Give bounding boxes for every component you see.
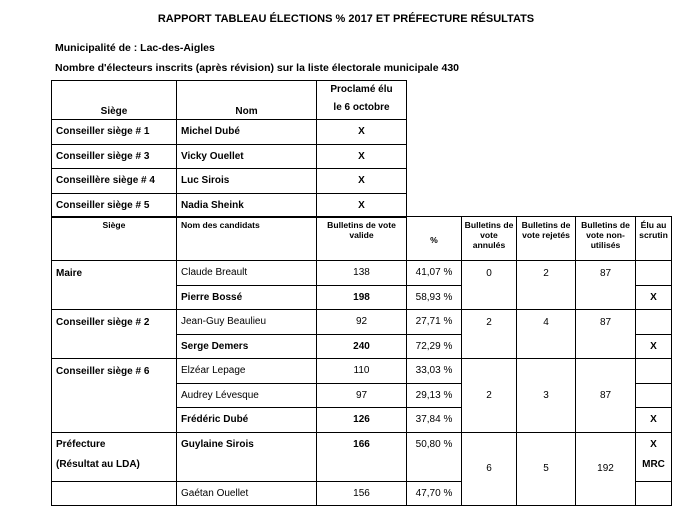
cell-votes: 156 [317,481,407,506]
cell-votes: 92 [317,310,407,335]
cell-votes: 97 [317,383,407,408]
cell-siege: Conseiller siège # 5 [52,193,177,218]
header-proclame-1: Proclamé élu [330,84,393,95]
header-pct: % [407,217,462,261]
results-table [51,216,672,506]
cell-nom: Michel Dubé [177,120,317,145]
cell-siege: Conseillère siège # 4 [52,169,177,194]
cell-votes: 166 [317,432,407,481]
cell-pct: 72,29 % [407,334,462,359]
header-non-utilises: Bulletins de vote non-utilisés [576,217,636,261]
cell-siege: Conseiller siège # 6 [52,359,177,384]
cell-annules: 2 [462,310,517,335]
cell-siege-empty [52,334,177,359]
prefecture-note: (Résultat au LDA) [56,458,140,470]
cell-candidat: Elzéar Lepage [177,359,317,384]
cell-empty [462,334,517,359]
cell-votes: 198 [317,285,407,310]
cell-siege-empty [52,481,177,506]
cell-elu: X [636,408,672,433]
cell-empty [517,334,576,359]
cell-candidat: Serge Demers [177,334,317,359]
cell-pct: 33,03 % [407,359,462,384]
table-row [52,169,407,194]
header-rejetes: Bulletins de vote rejetés [517,217,576,261]
table-row [52,81,407,120]
elu-mark: X [650,438,657,450]
cell-siege-empty [52,383,177,408]
cell-mark: X [317,120,407,145]
cell-nom: Nadia Sheink [177,193,317,218]
cell-votes: 240 [317,334,407,359]
table-row [52,144,407,169]
cell-candidat: Claude Breault [177,261,317,286]
cell-rejetes: 3 [517,359,576,433]
table-row [52,120,407,145]
cell-pct: 27,71 % [407,310,462,335]
cell-votes: 126 [317,408,407,433]
cell-annules: 2 [462,359,517,433]
elu-mrc: MRC [642,458,665,470]
cell-annules: 0 [462,261,517,286]
cell-elu [636,432,672,481]
cell-non-utilises: 192 [576,432,636,506]
table-row [52,217,672,261]
cell-pct: 58,93 % [407,285,462,310]
cell-non-utilises: 87 [576,359,636,433]
proclaimed-table [51,80,407,218]
header-candidats: Nom des candidats [177,217,317,261]
cell-rejetes: 5 [517,432,576,506]
header-nom: Nom [177,81,317,120]
cell-siege-empty [52,285,177,310]
cell-rejetes: 4 [517,310,576,335]
table-row [52,193,407,218]
cell-pct: 37,84 % [407,408,462,433]
cell-candidat: Audrey Lévesque [177,383,317,408]
cell-candidat: Pierre Bossé [177,285,317,310]
cell-candidat: Jean-Guy Beaulieu [177,310,317,335]
cell-elu [636,261,672,286]
header-proclame [317,81,407,120]
cell-candidat: Gaétan Ouellet [177,481,317,506]
prefecture-label: Préfecture [56,438,106,450]
cell-siege: Conseiller siège # 2 [52,310,177,335]
cell-siege: Conseiller siège # 1 [52,120,177,145]
cell-votes: 138 [317,261,407,286]
cell-elu: X [636,334,672,359]
cell-empty [576,285,636,310]
table-row [52,334,672,359]
cell-elu [636,383,672,408]
cell-pct: 50,80 % [407,432,462,481]
cell-votes: 110 [317,359,407,384]
cell-empty [576,334,636,359]
header-annules: Bulletins de vote annulés [462,217,517,261]
municipality-line: Municipalité de : Lac-des-Aigles [55,42,215,54]
cell-non-utilises: 87 [576,261,636,286]
report-title: RAPPORT TABLEAU ÉLECTIONS % 2017 ET PRÉFECTURE RÉSULTATS [157,13,535,25]
cell-nom: Vicky Ouellet [177,144,317,169]
cell-mark: X [317,144,407,169]
header-valides: Bulletins de vote valide [317,217,407,261]
cell-elu: X [636,285,672,310]
cell-annules: 6 [462,432,517,506]
cell-elu [636,359,672,384]
header-siege: Siège [52,81,177,120]
cell-rejetes: 2 [517,261,576,286]
cell-empty [517,285,576,310]
header-siege: Siège [52,217,177,261]
header-elu: Élu au scrutin [636,217,672,261]
table-row [52,432,672,481]
table-row [52,359,672,384]
cell-elu-empty [636,481,672,506]
table-row [52,310,672,335]
cell-pct: 29,13 % [407,383,462,408]
cell-candidat: Guylaine Sirois [177,432,317,481]
cell-siege: Conseiller siège # 3 [52,144,177,169]
header-proclame-2: le 6 octobre [333,102,390,113]
cell-mark: X [317,193,407,218]
cell-siege-empty [52,408,177,433]
cell-elu [636,310,672,335]
table-row [52,261,672,286]
electors-line: Nombre d'électeurs inscrits (après révision) sur la liste électorale municipale 430 [55,62,459,74]
cell-nom: Luc Sirois [177,169,317,194]
cell-mark: X [317,169,407,194]
cell-pct: 47,70 % [407,481,462,506]
cell-siege-prefecture [52,432,177,481]
table-row [52,285,672,310]
cell-siege: Maire [52,261,177,286]
cell-non-utilises: 87 [576,310,636,335]
cell-candidat: Frédéric Dubé [177,408,317,433]
cell-pct: 41,07 % [407,261,462,286]
cell-empty [462,285,517,310]
